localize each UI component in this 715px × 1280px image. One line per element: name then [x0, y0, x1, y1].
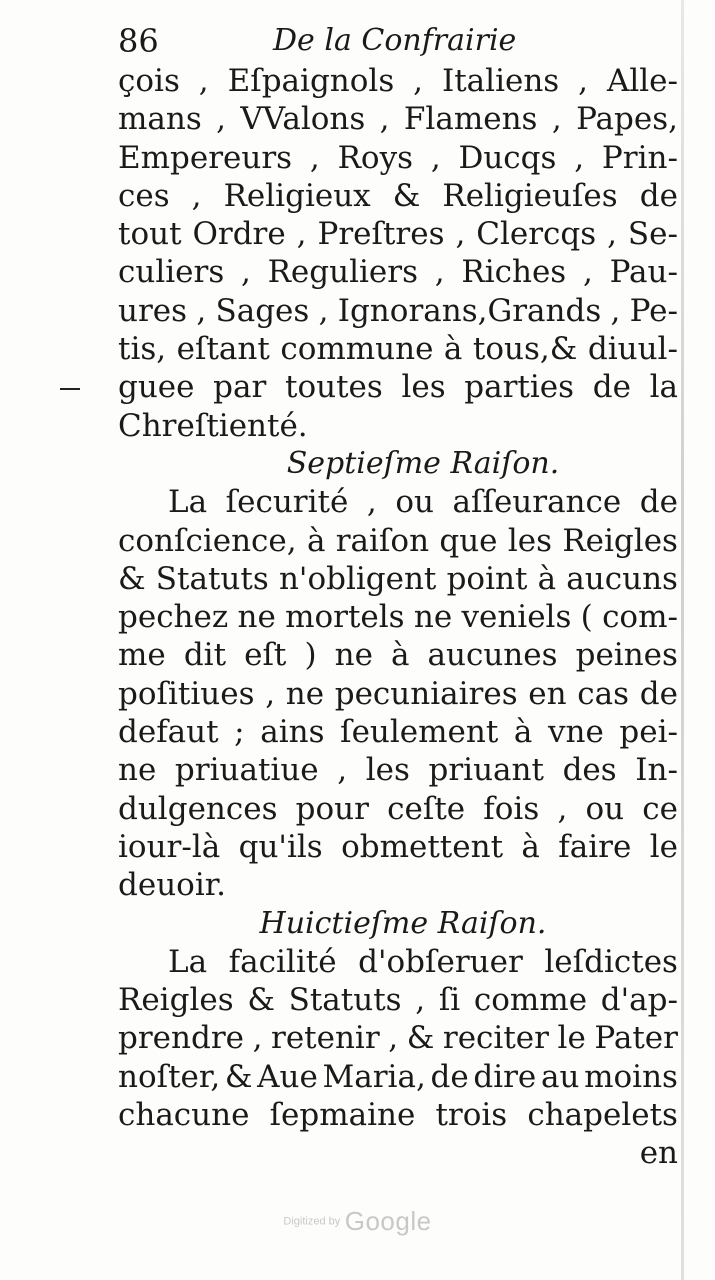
word: facilité — [228, 943, 337, 980]
word: toutes — [284, 369, 383, 406]
section-heading-septiesme: Septieſme Raiſon. — [286, 445, 560, 481]
text-line — [118, 751, 678, 789]
word: par — [213, 369, 267, 406]
word: à — [306, 522, 326, 559]
word: à — [537, 560, 557, 597]
word: parties — [464, 369, 575, 406]
word: mortels — [285, 599, 405, 636]
word: ou — [585, 790, 625, 827]
word: eſtant — [176, 331, 270, 368]
digitized-watermark — [0, 1206, 715, 1237]
word: ceſte — [387, 790, 466, 827]
word: Se- — [627, 216, 678, 253]
word: ; — [234, 714, 245, 751]
text-line — [118, 292, 678, 330]
word: ces — [118, 177, 170, 214]
word: d'ap- — [600, 982, 678, 1019]
word: la — [649, 369, 678, 406]
word: , — [240, 254, 251, 291]
word: Prin- — [601, 139, 678, 176]
word: Reigles — [562, 522, 678, 559]
word: , — [413, 63, 424, 99]
text-line — [118, 522, 678, 560]
word: conſcience, — [118, 522, 297, 559]
word: , — [337, 752, 348, 789]
body-text — [118, 62, 678, 1173]
text-line: deuoir. — [118, 867, 227, 904]
word: pecuniaires — [334, 675, 518, 712]
word: ce — [642, 790, 678, 827]
word: que — [439, 522, 498, 559]
word: priuatiue — [174, 752, 319, 789]
word: ne — [413, 599, 453, 636]
word: , — [309, 139, 320, 176]
word: vne — [547, 714, 604, 751]
word: au — [540, 1058, 580, 1095]
word: faire — [558, 828, 632, 865]
word: , — [366, 484, 377, 521]
catchword: en — [639, 1135, 678, 1172]
word: à — [390, 637, 410, 674]
word: , — [191, 177, 202, 214]
word: In- — [635, 752, 678, 789]
page-edge-shadow — [681, 0, 684, 1280]
word: ne — [285, 675, 325, 712]
word: Clercqs — [476, 216, 597, 253]
word: tout — [118, 216, 182, 253]
word: Aue — [257, 1058, 318, 1095]
word: Religieuſes — [442, 177, 618, 214]
word: Sages — [215, 292, 310, 329]
word: peines — [575, 637, 678, 674]
word: , — [557, 790, 568, 827]
word: tous,& — [472, 331, 578, 368]
word: aucuns — [566, 560, 678, 597]
word: noſter, — [118, 1058, 221, 1095]
word: diuul- — [587, 331, 678, 368]
word: , — [388, 1020, 399, 1057]
page-number: 86 — [118, 22, 159, 60]
text-line — [118, 675, 678, 713]
word: ne — [118, 752, 157, 789]
text-line — [118, 253, 678, 291]
word: dire — [473, 1058, 537, 1095]
word: Pau- — [609, 254, 678, 291]
word: , — [430, 139, 441, 176]
word: Ignorans,Grands — [337, 292, 602, 329]
word: fois — [483, 790, 540, 827]
word: chacune — [118, 1097, 250, 1134]
word: , — [610, 292, 621, 329]
word: Statuts — [155, 560, 269, 597]
word: ures — [118, 292, 188, 329]
text-line — [118, 943, 678, 981]
word: point — [446, 560, 528, 597]
word: defaut — [118, 714, 219, 751]
word: & — [247, 982, 275, 1019]
word: à — [513, 714, 533, 751]
word: des — [562, 752, 617, 789]
text-line — [118, 828, 678, 866]
text-line — [118, 215, 678, 253]
word: retenir — [271, 1020, 380, 1057]
word: , — [607, 216, 617, 253]
word: Pater — [594, 1020, 678, 1057]
word: leſdictes — [544, 943, 678, 980]
word: de — [592, 369, 631, 406]
word: raiſon — [335, 522, 430, 559]
word: , — [296, 216, 307, 253]
word: VValons — [240, 101, 366, 138]
word: Religieux — [223, 177, 371, 214]
word: guee — [118, 369, 195, 406]
text-line — [118, 368, 678, 406]
word: pechez — [118, 599, 229, 636]
word: me — [118, 637, 166, 674]
text-line — [118, 483, 678, 521]
word: iour-là — [118, 828, 221, 865]
word: n'obligent — [278, 560, 437, 597]
text-line — [118, 598, 678, 636]
word: Pe- — [629, 292, 678, 329]
word: Italiens — [441, 63, 560, 99]
word: Empereurs — [118, 139, 293, 176]
text-line — [118, 981, 678, 1019]
word: Flamens — [403, 101, 538, 138]
word: de — [639, 177, 678, 214]
word: les — [401, 369, 446, 406]
text-line — [118, 330, 678, 368]
word: aſſeurance — [452, 484, 622, 521]
word: La — [168, 484, 208, 521]
word: , — [216, 101, 227, 138]
word: Ducqs — [458, 139, 557, 176]
text-line — [118, 139, 678, 177]
word: Statuts — [288, 982, 402, 1019]
section-heading-huictiesme: Huictieſme Raiſon. — [259, 905, 547, 941]
word: veniels — [461, 599, 572, 636]
word: culiers — [118, 254, 225, 291]
word: Maria, — [322, 1058, 426, 1095]
word: ains — [260, 714, 325, 751]
word: mans — [118, 101, 202, 138]
word: de — [430, 1058, 469, 1095]
word: ſepmaine — [269, 1097, 416, 1134]
word: le — [557, 1020, 586, 1057]
word: , — [551, 101, 562, 138]
word: comme — [473, 982, 588, 1019]
word: Preſtres — [317, 216, 445, 253]
word: Reigles — [118, 982, 234, 1019]
word: prendre — [118, 1020, 244, 1057]
word: & — [118, 560, 146, 597]
word: , — [265, 675, 276, 712]
word: çois — [118, 63, 180, 99]
text-line — [118, 1096, 678, 1134]
text-line — [118, 713, 678, 751]
word: ne — [237, 599, 276, 636]
word: ſeulement — [340, 714, 499, 751]
word: dit — [183, 637, 227, 674]
word: , — [252, 1020, 263, 1057]
word: en — [528, 675, 567, 712]
word: les — [507, 522, 553, 559]
text-line — [118, 1019, 678, 1057]
word: Riches — [461, 254, 567, 291]
text-line — [118, 636, 678, 674]
word: Papes, — [576, 101, 678, 138]
word: chapelets — [527, 1097, 678, 1134]
word: ſi — [438, 982, 461, 1019]
word: Alle- — [606, 63, 678, 99]
word: & — [224, 1058, 253, 1095]
word: , — [455, 216, 466, 253]
text-line — [118, 177, 678, 215]
word: qu'ils — [238, 828, 323, 865]
word: , — [198, 63, 209, 99]
word: ſecurité — [225, 484, 349, 521]
word: trois — [435, 1097, 508, 1134]
text-line — [118, 790, 678, 828]
word: , — [379, 101, 390, 138]
word: , — [318, 292, 329, 329]
word: ) — [304, 637, 317, 674]
word: & — [406, 1020, 435, 1057]
text-line — [118, 1058, 678, 1096]
word: pei- — [619, 714, 678, 751]
word: reciter — [442, 1020, 549, 1057]
word: ou — [395, 484, 434, 521]
word: , — [196, 292, 207, 329]
word: & — [392, 177, 421, 214]
word: à — [521, 828, 540, 865]
word: pour — [295, 790, 369, 827]
word: , — [578, 63, 588, 99]
word: Reguliers — [267, 254, 418, 291]
word: tis, — [118, 331, 167, 368]
page-header — [118, 20, 678, 62]
word: aucunes — [427, 637, 558, 674]
word: poſitiues — [118, 675, 255, 712]
word: com- — [602, 599, 678, 636]
word: dulgences — [118, 790, 278, 827]
word: le — [649, 828, 678, 865]
word: cas — [577, 675, 630, 712]
word: obmettent — [341, 828, 504, 865]
word: d'obſeruer — [358, 943, 523, 980]
word: priuant — [428, 752, 544, 789]
word: Ordre — [192, 216, 286, 253]
word: moins — [584, 1058, 678, 1095]
word: La — [168, 943, 208, 980]
word: Eſpaignols — [227, 63, 395, 99]
watermark-brand: Google — [344, 1206, 432, 1236]
word: , — [574, 139, 585, 176]
text-line: Chreſtienté. — [118, 407, 308, 444]
watermark-prefix: Digitized by — [283, 1215, 341, 1228]
text-line — [118, 560, 678, 598]
margin-dash-mark — [60, 388, 80, 390]
word: eſt — [244, 637, 287, 674]
word: , — [415, 982, 426, 1019]
text-line — [118, 100, 678, 138]
word: commune — [280, 331, 434, 368]
word: à — [443, 331, 463, 368]
word: les — [365, 752, 410, 789]
word: ( — [580, 599, 593, 636]
word: , — [582, 254, 593, 291]
text-line — [118, 62, 678, 100]
word: , — [434, 254, 445, 291]
word: Roys — [337, 139, 413, 176]
word: ne — [334, 637, 373, 674]
word: de — [639, 675, 678, 712]
word: de — [639, 484, 678, 521]
running-head: De la Confrairie — [273, 23, 517, 58]
